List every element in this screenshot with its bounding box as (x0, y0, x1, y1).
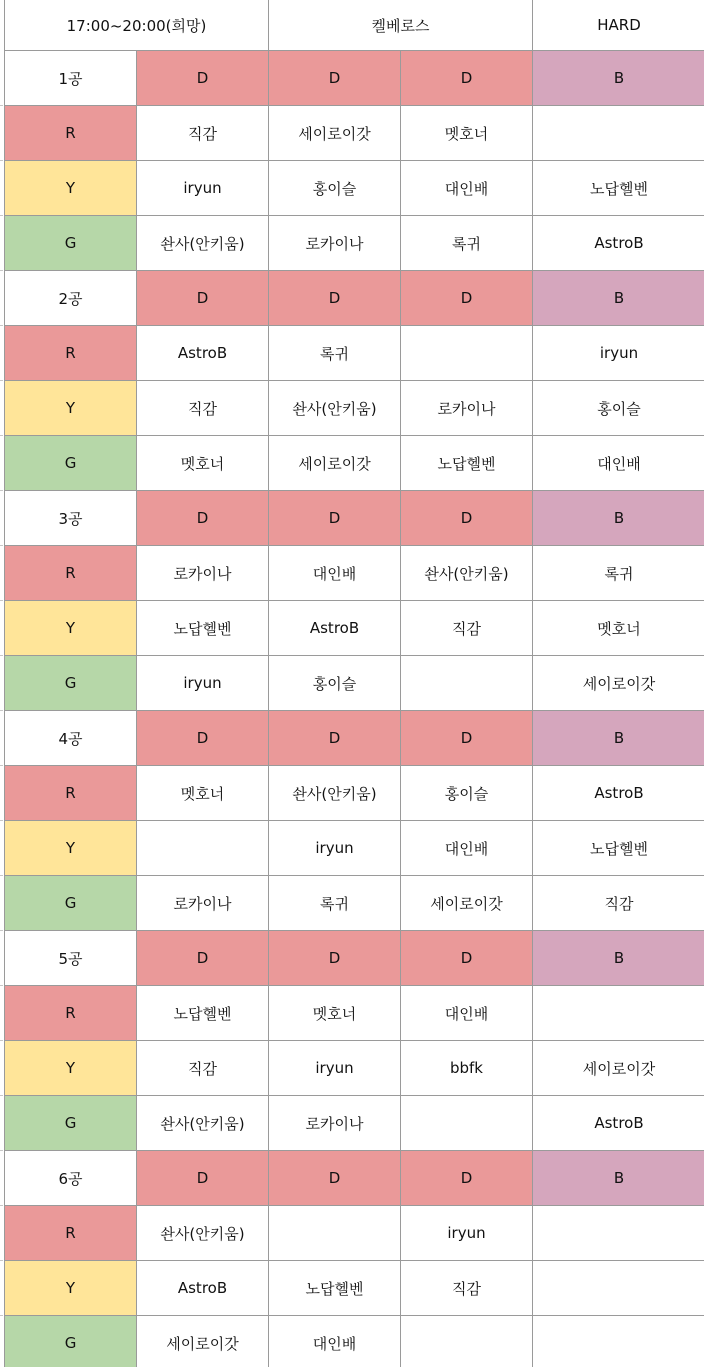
round-2-slot-row (5, 271, 704, 326)
member-cell[interactable] (269, 1206, 401, 1261)
member-cell[interactable]: 록귀 (533, 546, 704, 601)
round-5-slot-cell[interactable]: D (269, 931, 401, 986)
member-cell[interactable]: 로카이나 (137, 876, 269, 931)
member-cell[interactable]: 세이로이갓 (533, 656, 704, 711)
round-6-label-cell[interactable]: 6공 (5, 1151, 137, 1206)
round-5-party-green-row (5, 1096, 704, 1151)
member-cell[interactable]: 직감 (401, 601, 533, 656)
round-4-slot-cell[interactable]: D (269, 711, 401, 766)
round-2-party-red-row (5, 326, 704, 381)
round-4-party-green-row (5, 876, 704, 931)
round-2-party-yellow-row (5, 381, 704, 436)
member-cell[interactable] (401, 1096, 533, 1151)
member-cell[interactable]: 로카이나 (401, 381, 533, 436)
row-boundary-tick (0, 985, 3, 986)
member-cell[interactable]: 노답헬벤 (533, 821, 704, 876)
time-header-cell[interactable]: 17:00~20:00(희망) (5, 0, 269, 51)
row-boundary-tick (0, 325, 3, 326)
round-3-slot-cell[interactable]: B (533, 491, 704, 546)
round-4-party-red-row (5, 766, 704, 821)
party-label-cell[interactable]: R (5, 1206, 137, 1261)
member-cell[interactable]: 대인배 (401, 161, 533, 216)
party-label-cell[interactable]: Y (5, 381, 137, 436)
member-cell[interactable]: 세이로이갓 (137, 1316, 269, 1367)
party-label-cell[interactable]: Y (5, 601, 137, 656)
party-label-cell[interactable]: G (5, 656, 137, 711)
member-cell[interactable]: 대인배 (533, 436, 704, 491)
member-cell[interactable]: 솬사(안키움) (137, 1096, 269, 1151)
round-3-party-green-row (5, 656, 704, 711)
round-5-party-yellow-row (5, 1041, 704, 1096)
party-label-cell[interactable]: Y (5, 1261, 137, 1316)
party-label-cell[interactable]: G (5, 1316, 137, 1367)
round-4-slot-cell[interactable]: B (533, 711, 704, 766)
row-boundary-tick (0, 215, 3, 216)
member-cell[interactable]: 세이로이갓 (269, 436, 401, 491)
party-label-cell[interactable]: Y (5, 1041, 137, 1096)
member-cell[interactable] (137, 821, 269, 876)
round-5-party-red-row (5, 986, 704, 1041)
party-label-cell[interactable]: G (5, 216, 137, 271)
member-cell[interactable]: 노답헬벤 (137, 601, 269, 656)
member-cell[interactable] (533, 1316, 704, 1367)
member-cell[interactable]: 홍이슬 (401, 766, 533, 821)
row-boundary-tick (0, 930, 3, 931)
round-4-slot-cell[interactable]: D (401, 711, 533, 766)
party-label-cell[interactable]: Y (5, 161, 137, 216)
member-cell[interactable] (533, 1206, 704, 1261)
member-cell[interactable]: 록귀 (401, 216, 533, 271)
round-6-party-green-row (5, 1316, 704, 1367)
member-cell[interactable]: 세이로이갓 (401, 876, 533, 931)
member-cell[interactable]: 대인배 (401, 821, 533, 876)
member-cell[interactable]: 록귀 (269, 326, 401, 381)
member-cell[interactable]: 멧호너 (137, 766, 269, 821)
member-cell[interactable]: 대인배 (269, 1316, 401, 1367)
round-5-slot-cell[interactable]: D (401, 931, 533, 986)
round-3-label-cell[interactable]: 3공 (5, 491, 137, 546)
round-6-party-yellow-row (5, 1261, 704, 1316)
party-label-cell[interactable]: G (5, 1096, 137, 1151)
row-boundary-tick (0, 1260, 3, 1261)
round-2-slot-cell[interactable]: D (137, 271, 269, 326)
row-boundary-tick (0, 1095, 3, 1096)
round-3-slot-row (5, 491, 704, 546)
member-cell[interactable] (401, 656, 533, 711)
member-cell[interactable]: 솬사(안키움) (137, 216, 269, 271)
member-cell[interactable]: 멧호너 (533, 601, 704, 656)
member-cell[interactable]: iryun (137, 161, 269, 216)
member-cell[interactable]: iryun (401, 1206, 533, 1261)
member-cell[interactable]: bbfk (401, 1041, 533, 1096)
party-schedule-table (4, 0, 704, 1367)
round-1-slot-cell[interactable]: D (137, 51, 269, 106)
party-label-cell[interactable]: R (5, 546, 137, 601)
row-boundary-tick (0, 875, 3, 876)
round-5-slot-cell[interactable]: B (533, 931, 704, 986)
member-cell[interactable]: 노답헬벤 (269, 1261, 401, 1316)
member-cell[interactable]: 직감 (137, 106, 269, 161)
row-boundary-tick (0, 765, 3, 766)
row-boundary-tick (0, 1315, 3, 1316)
member-cell[interactable]: 직감 (533, 876, 704, 931)
round-3-party-red-row (5, 546, 704, 601)
row-boundary-tick (0, 380, 3, 381)
round-6-party-red-row (5, 1206, 704, 1261)
row-boundary-tick (0, 1040, 3, 1041)
round-3-party-yellow-row (5, 601, 704, 656)
member-cell[interactable]: iryun (533, 326, 704, 381)
party-label-cell[interactable]: G (5, 436, 137, 491)
member-cell[interactable]: 로카이나 (269, 1096, 401, 1151)
member-cell[interactable]: 노답헬벤 (137, 986, 269, 1041)
round-4-label-cell[interactable]: 4공 (5, 711, 137, 766)
round-2-slot-cell[interactable]: B (533, 271, 704, 326)
member-cell[interactable] (533, 1261, 704, 1316)
row-boundary-tick (0, 710, 3, 711)
round-5-label-cell[interactable]: 5공 (5, 931, 137, 986)
round-3-slot-cell[interactable]: D (137, 491, 269, 546)
member-cell[interactable]: AstroB (533, 766, 704, 821)
round-4-slot-row (5, 711, 704, 766)
row-boundary-tick (0, 1205, 3, 1206)
row-boundary-tick (0, 270, 3, 271)
member-cell[interactable]: 홍이슬 (269, 161, 401, 216)
round-1-party-red-row (5, 106, 704, 161)
party-label-cell[interactable]: Y (5, 821, 137, 876)
member-cell[interactable] (533, 986, 704, 1041)
round-6-slot-cell[interactable]: B (533, 1151, 704, 1206)
round-2-label-cell[interactable]: 2공 (5, 271, 137, 326)
round-5-slot-cell[interactable]: D (137, 931, 269, 986)
member-cell[interactable]: 노답헬벤 (401, 436, 533, 491)
member-cell[interactable]: 노답헬벤 (533, 161, 704, 216)
member-cell[interactable]: 대인배 (401, 986, 533, 1041)
round-1-party-green-row (5, 216, 704, 271)
round-6-slot-cell[interactable]: D (137, 1151, 269, 1206)
round-3-slot-cell[interactable]: D (269, 491, 401, 546)
row-boundary-tick (0, 655, 3, 656)
member-cell[interactable]: 직감 (137, 381, 269, 436)
member-cell[interactable] (401, 1316, 533, 1367)
row-boundary-tick (0, 600, 3, 601)
member-cell[interactable]: 세이로이갓 (533, 1041, 704, 1096)
member-cell[interactable]: 대인배 (269, 546, 401, 601)
member-cell[interactable]: 멧호너 (137, 436, 269, 491)
member-cell[interactable]: AstroB (137, 326, 269, 381)
party-label-cell[interactable]: R (5, 986, 137, 1041)
round-6-slot-cell[interactable]: D (401, 1151, 533, 1206)
round-1-party-yellow-row (5, 161, 704, 216)
member-cell[interactable]: 홍이슬 (269, 656, 401, 711)
round-5-slot-row (5, 931, 704, 986)
member-cell[interactable]: 솬사(안키움) (137, 1206, 269, 1261)
party-label-cell[interactable]: R (5, 106, 137, 161)
member-cell[interactable]: 멧호너 (401, 106, 533, 161)
round-1-slot-cell[interactable]: D (401, 51, 533, 106)
member-cell[interactable] (401, 326, 533, 381)
difficulty-header-cell[interactable]: HARD (533, 0, 704, 51)
member-cell[interactable]: 로카이나 (137, 546, 269, 601)
round-2-slot-cell[interactable]: D (269, 271, 401, 326)
member-cell[interactable]: 솬사(안키움) (401, 546, 533, 601)
row-boundary-tick (0, 545, 3, 546)
member-cell[interactable]: AstroB (269, 601, 401, 656)
row-boundary-tick (0, 435, 3, 436)
round-6-slot-row (5, 1151, 704, 1206)
member-cell[interactable]: 록귀 (269, 876, 401, 931)
row-boundary-tick (0, 160, 3, 161)
member-cell[interactable]: iryun (137, 656, 269, 711)
member-cell[interactable]: 직감 (137, 1041, 269, 1096)
member-cell[interactable]: 솬사(안키움) (269, 766, 401, 821)
round-6-slot-cell[interactable]: D (269, 1151, 401, 1206)
round-1-label-cell[interactable]: 1공 (5, 51, 137, 106)
row-boundary-tick (0, 820, 3, 821)
row-boundary-tick (0, 1150, 3, 1151)
member-cell[interactable]: 솬사(안키움) (269, 381, 401, 436)
member-cell[interactable]: AstroB (533, 216, 704, 271)
member-cell[interactable]: AstroB (533, 1096, 704, 1151)
member-cell[interactable]: 세이로이갓 (269, 106, 401, 161)
member-cell[interactable]: iryun (269, 821, 401, 876)
header-row (5, 0, 704, 51)
round-2-slot-cell[interactable]: D (401, 271, 533, 326)
member-cell[interactable]: 직감 (401, 1261, 533, 1316)
party-label-cell[interactable]: R (5, 766, 137, 821)
row-boundary-tick (0, 490, 3, 491)
round-1-slot-cell[interactable]: B (533, 51, 704, 106)
member-cell[interactable]: 로카이나 (269, 216, 401, 271)
round-4-slot-cell[interactable]: D (137, 711, 269, 766)
member-cell[interactable] (533, 106, 704, 161)
member-cell[interactable]: 멧호너 (269, 986, 401, 1041)
round-2-party-green-row (5, 436, 704, 491)
boss-header-cell[interactable]: 켈베로스 (269, 0, 533, 51)
party-label-cell[interactable]: R (5, 326, 137, 381)
member-cell[interactable]: AstroB (137, 1261, 269, 1316)
party-label-cell[interactable]: G (5, 876, 137, 931)
member-cell[interactable]: iryun (269, 1041, 401, 1096)
round-1-slot-row (5, 51, 704, 106)
round-3-slot-cell[interactable]: D (401, 491, 533, 546)
round-1-slot-cell[interactable]: D (269, 51, 401, 106)
row-boundary-tick (0, 105, 3, 106)
member-cell[interactable]: 홍이슬 (533, 381, 704, 436)
round-4-party-yellow-row (5, 821, 704, 876)
